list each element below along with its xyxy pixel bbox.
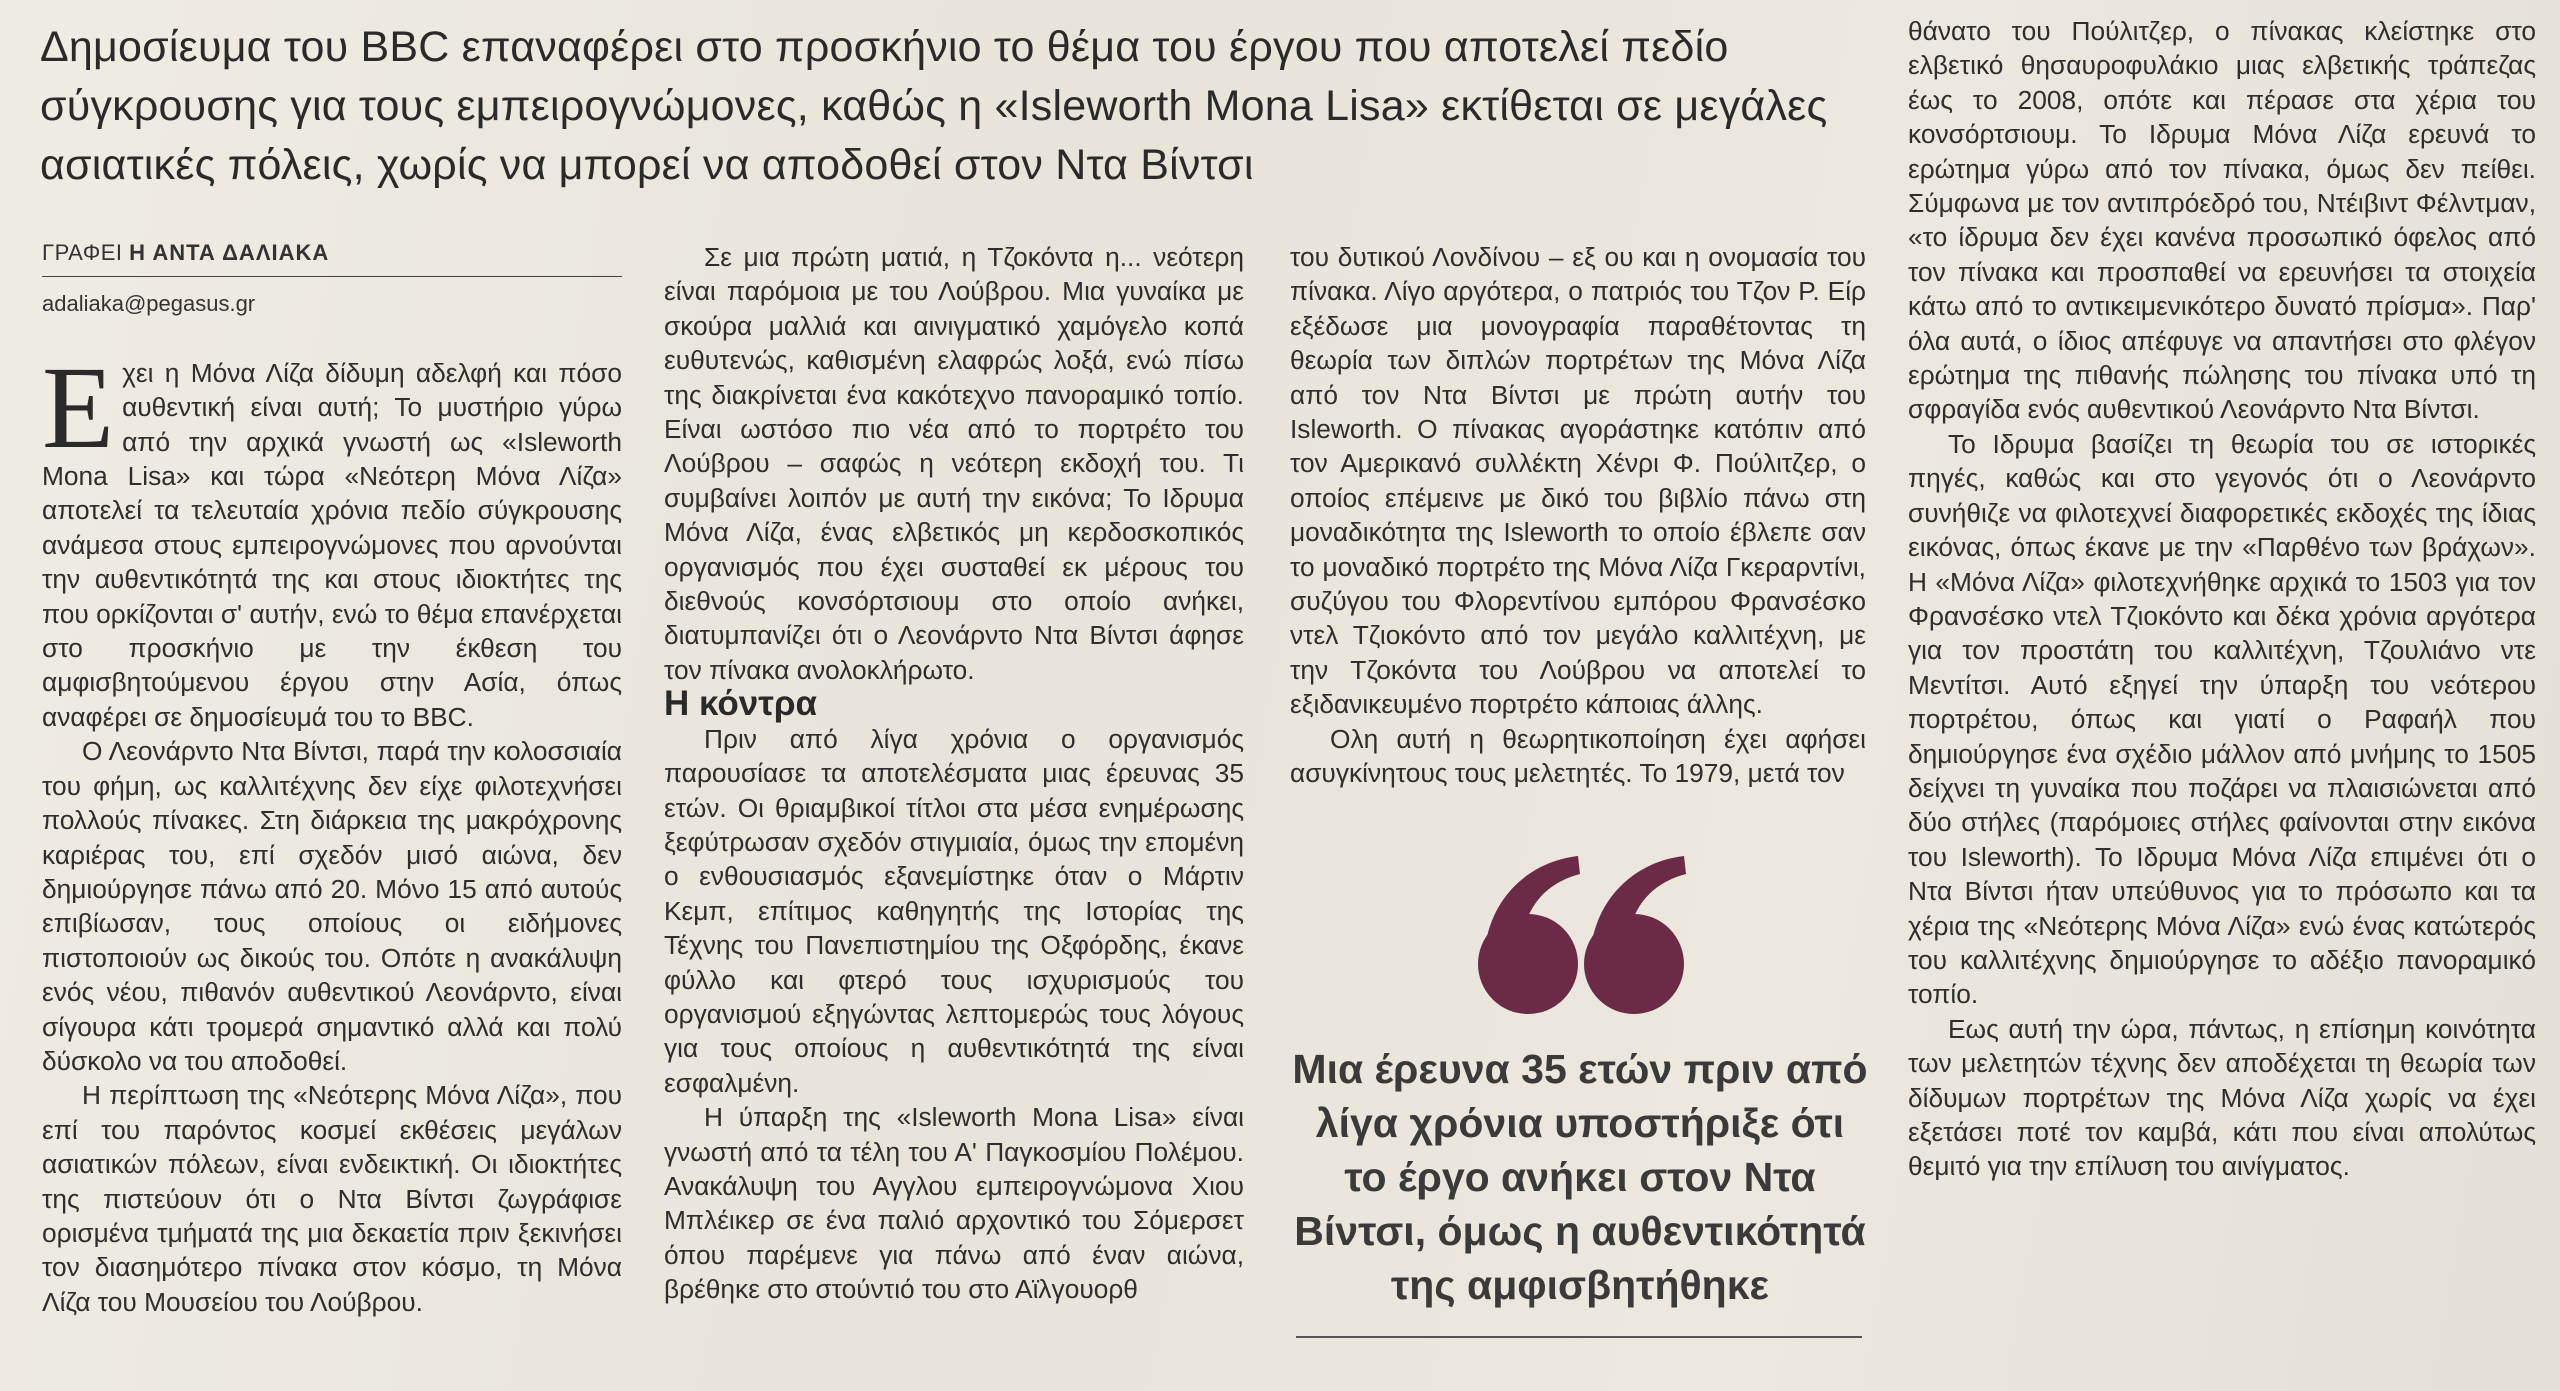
column-3 xyxy=(1290,240,1866,791)
paragraph-7: Ολη αυτή η θεωρητικοποίηση έχει αφήσει ασυγκίνητους τους μελετητές. Το 1979, μετά τον xyxy=(1290,723,1866,789)
subhead: Η κόντρα xyxy=(664,684,817,724)
paragraph-6: Η ύπαρξη της «Isleworth Mona Lisa» είναι γνωστή από τα τέλη του Α' Παγκοσμίου Πολέμου. Ανακάλυψη του Αγγλου εμπειρογνώμονα Χιου Μπλέικερ σε ένα παλιό αρχοντικό του Σόμερσετ όπου παρέμενε για πάνω από έναν αιώνα, βρέθηκε στο στούντιό του στο Αϊλγουορθ xyxy=(664,1102,1244,1305)
column-2 xyxy=(664,240,1244,1307)
byline-author: Η ΑΝΤΑ ΔΑΛΙΑΚΑ xyxy=(129,240,330,265)
byline xyxy=(42,236,622,277)
pull-quote: Μια έρευνα 35 ετών πριν από λίγα χρόνια υποστήριξε ότι το έργο ανήκει στον Ντα Βίντσι, όμως η αυθεντικότητά της αμφισβητήθηκε xyxy=(1292,1046,1868,1308)
byline-prefix: ΓΡΑΦΕΙ xyxy=(42,240,123,265)
paragraph-7-continued: θάνατο του Πούλιτζερ, ο πίνακας κλείστηκε στο ελβετικό θησαυροφυλάκιο μιας ελβετικής τράπεζας έως το 2008, οπότε και πέρασε στα χέρια του κονσόρτσιουμ. Το Ιδρυμα Μόνα Λίζα ερευνά το ερώτημα γύρω από τον πίνακα, όμως δεν πείθει. Σύμφωνα με τον αντιπρόεδρό του, Ντέιβιντ Φέλντμαν, «το ίδρυμα δεν έχει κανένα προσωπικό όφελος από τον πίνακα και προσπαθεί να ερευνήσει τα στοιχεία κάτω από το αντικειμενικότερο δυνατό πρίσμα». Παρ' όλα αυτά, ο ίδιος απέφυγε να απαντήσει στο φλέγον ερώτημα της πιθανής πώλησης του πίνακα υπό τη σφραγίδα ενός αυθεντικού Λεονάρντο Ντα Βίντσι. xyxy=(1908,16,2536,425)
column-1 xyxy=(42,236,622,1319)
quote-marks-icon xyxy=(1476,852,1686,1022)
drop-cap: Ε xyxy=(42,341,115,473)
paragraph-3: Η περίπτωση της «Νεότερης Μόνα Λίζα», που επί του παρόντος κοσμεί εκθέσεις μεγάλων ασιατικών πόλεων, είναι ενδεικτική. Οι ιδιοκτήτες της πιστεύουν ότι ο Ντα Βίντσι ζωγράφισε ορισμένα τμήματά της μια δεκαετία πριν ξεκινήσει τον διασημότερο πίνακα στον κόσμο, τη Μόνα Λίζα του Μουσείου του Λούβρου. xyxy=(42,1080,622,1317)
pull-quote-rule xyxy=(1296,1336,1862,1338)
paragraph-6-continued: του δυτικού Λονδίνου – εξ ου και η ονομασία του πίνακα. Λίγο αργότερα, ο πατριός του Τζον Ρ. Είρ εξέδωσε μια μονογραφία παραθέτοντας τη θεωρία των διπλών πορτρέτων της Μόνα Λίζα από τον Ντα Βίντσι με πρώτη αυτήν του Isleworth. Ο πίνακας αγοράστηκε κατόπιν από τον Αμερικανό συλλέκτη Χένρι Φ. Πούλιτζερ, ο οποίος επέμεινε με δικό του βιβλίο πάνω στη μοναδικότητα της Isleworth το οποίο έβλεπε σαν το μοναδικό πορτρέτο της Μόνα Λίζα Γκεραρντίνι, συζύγου του Φλορεντίνου εμπόρου Φρανσέσκο ντελ Τζιοκόντο από τον μεγάλο καλλιτέχνη, με την Τζοκόντα του Λούβρου να αποτελεί το εξιδανικευμένο πορτρέτο κάποιας άλλης. xyxy=(1290,242,1866,720)
paragraph-8: Το Ιδρυμα βασίζει τη θεωρία του σε ιστορικές πηγές, καθώς και στο γεγονός ότι ο Λεονάρντο συνήθιζε να φιλοτεχνεί διαφορετικές εκδοχές της ίδιας εικόνας, όπως έκανε με την «Παρθένο των βράχων». Η «Μόνα Λίζα» φιλοτεχνήθηκε αρχικά το 1503 για τον Φρανσέσκο ντελ Τζιοκόντο και δέκα χρόνια αργότερα για τον προστάτη του καλλιτέχνη, Τζουλιάνο ντε Μεντίτσι. Αυτό εξηγεί την ύπαρξη του νεότερου πορτρέτου, όπως και γιατί ο Ραφαήλ που δημιούργησε ένα σχέδιο μάλλον από μνήμης το 1505 δείχνει τη γυναίκα που ποζάρει να πλαισιώνεται από δύο στήλες (παρόμοιες στήλες φαίνονται στην εικόνα του Isleworth). Το Ιδρυμα Μόνα Λίζα επιμένει ότι ο Ντα Βίντσι ήταν υπεύθυνος για το πρόσωπο και τα χέρια της «Νεότερης Μόνα Λίζα» ενώ ένας κατώτερός του καλλιτέχνης δημιούργησε το αδέξιο πανοραμικό τοπίο. xyxy=(1908,428,2536,1010)
author-email: adaliaka@pegasus.gr xyxy=(42,291,256,317)
article-deck: Δημοσίευμα του BBC επαναφέρει στο προσκήνιο το θέμα του έργου που αποτελεί πεδίο σύγκρουσης για τους εμπειρογνώμονες, καθώς η «Isleworth Mona Lisa» εκτίθεται σε μεγάλες ασιατικές πόλεις, χωρίς να μπορεί να αποδοθεί στον Ντα Βίντσι xyxy=(40,23,1828,189)
paragraph-2: Ο Λεονάρντο Ντα Βίντσι, παρά την κολοσσιαία του φήμη, ως καλλιτέχνης δεν είχε φιλοτεχνήσει πολλούς πίνακες. Στη διάρκεια της μακρόχρονης καριέρας του, επί σχεδόν μισό αιώνα, δεν δημιούργησε πάνω από 20. Μόνο 15 από αυτούς επιβίωσαν, τους οποίους οι ειδήμονες πιστοποιούν ως δικούς του. Οπότε η ανακάλυψη ενός νέου, πιθανόν αυθεντικού Λεονάρντο, είναι σίγουρα κάτι τρομερά σημαντικό αλλά και πολύ δύσκολο να του αποδοθεί. xyxy=(42,736,622,1076)
paragraph-1 xyxy=(42,341,622,734)
paragraph-5: Πριν από λίγα χρόνια ο οργανισμός παρουσίασε τα αποτελέσματα μιας έρευνας 35 ετών. Οι θριαμβικοί τίτλοι στα μέσα ενημέρωσης ξεφύτρωσαν σχεδόν στιγμιαία, όμως την επομένη ο ενθουσιασμός εξανεμίστηκε όταν ο Μάρτιν Κεμπ, επίτιμος καθηγητής της Ιστορίας της Τέχνης του Πανεπιστημίου της Οξφόρδης, έκανε φύλλο και φτερό τους ισχυρισμούς του οργανισμού εξηγώντας λεπτομερώς τους λόγους για τους οποίους η αυθεντικότητά της είναι εσφαλμένη. xyxy=(664,723,1244,1098)
column-4 xyxy=(1908,14,2536,1184)
paragraph-4: Σε μια πρώτη ματιά, η Τζοκόντα η... νεότερη είναι παρόμοια με του Λούβρου. Μια γυναίκα με σκούρα μαλλιά και αινιγματικό χαμόγελο κοπά ευθυτενώς, καθισμένη ελαφρώς λοξά, ενώ πίσω της διακρίνεται ένα κακότεχνο πανοραμικό τοπίο. Είναι ωστόσο πιο νέα από το πορτρέτο του Λούβρου – σαφώς η νεότερη εκδοχή του. Τι συμβαίνει λοιπόν με αυτή την εικόνα; Το Ιδρυμα Μόνα Λίζα, ένας ελβετικός μη κερδοσκοπικός οργανισμός που έχει συσταθεί εκ μέρους του διεθνούς κονσόρτσιουμ στο οποίο ανήκει, διατυμπανίζει ότι ο Λεονάρντο Ντα Βίντσι άφησε τον πίνακα ανολοκλήρωτο. xyxy=(664,242,1244,685)
paragraph-9: Εως αυτή την ώρα, πάντως, η επίσημη κοινότητα των μελετητών τέχνης δεν αποδέχεται τη θεωρία των δίδυμων πορτρέτων της Μόνα Λίζα χωρίς να έχει εξετάσει ποτέ τον καμβά, κάτι που είναι απολύτως θεμιτό για την επίλυση του αινίγματος. xyxy=(1908,1013,2536,1182)
paragraph-1-text: χει η Μόνα Λίζα δίδυμη αδελφή και πόσο αυθεντική είναι αυτή; Το μυστήριο γύρω από την αρχικά γνωστή ως «Isleworth Mona Lisa» και τώρα «Νεότερη Μόνα Λίζα» αποτελεί τα τελευταία χρόνια πεδίο σύγκρουσης ανάμεσα στους εμπειρογνώμονες που αρνούνται την αυθεντικότητά της και στους ιδιοκτήτες της που ορκίζονται σ' αυτήν, ενώ το θέμα επανέρχεται στο προσκήνιο με την έκθεση του αμφισβητούμενου έργου στην Ασία, όπως αναφέρει σε δημοσίευμά του το BBC. xyxy=(42,357,622,732)
